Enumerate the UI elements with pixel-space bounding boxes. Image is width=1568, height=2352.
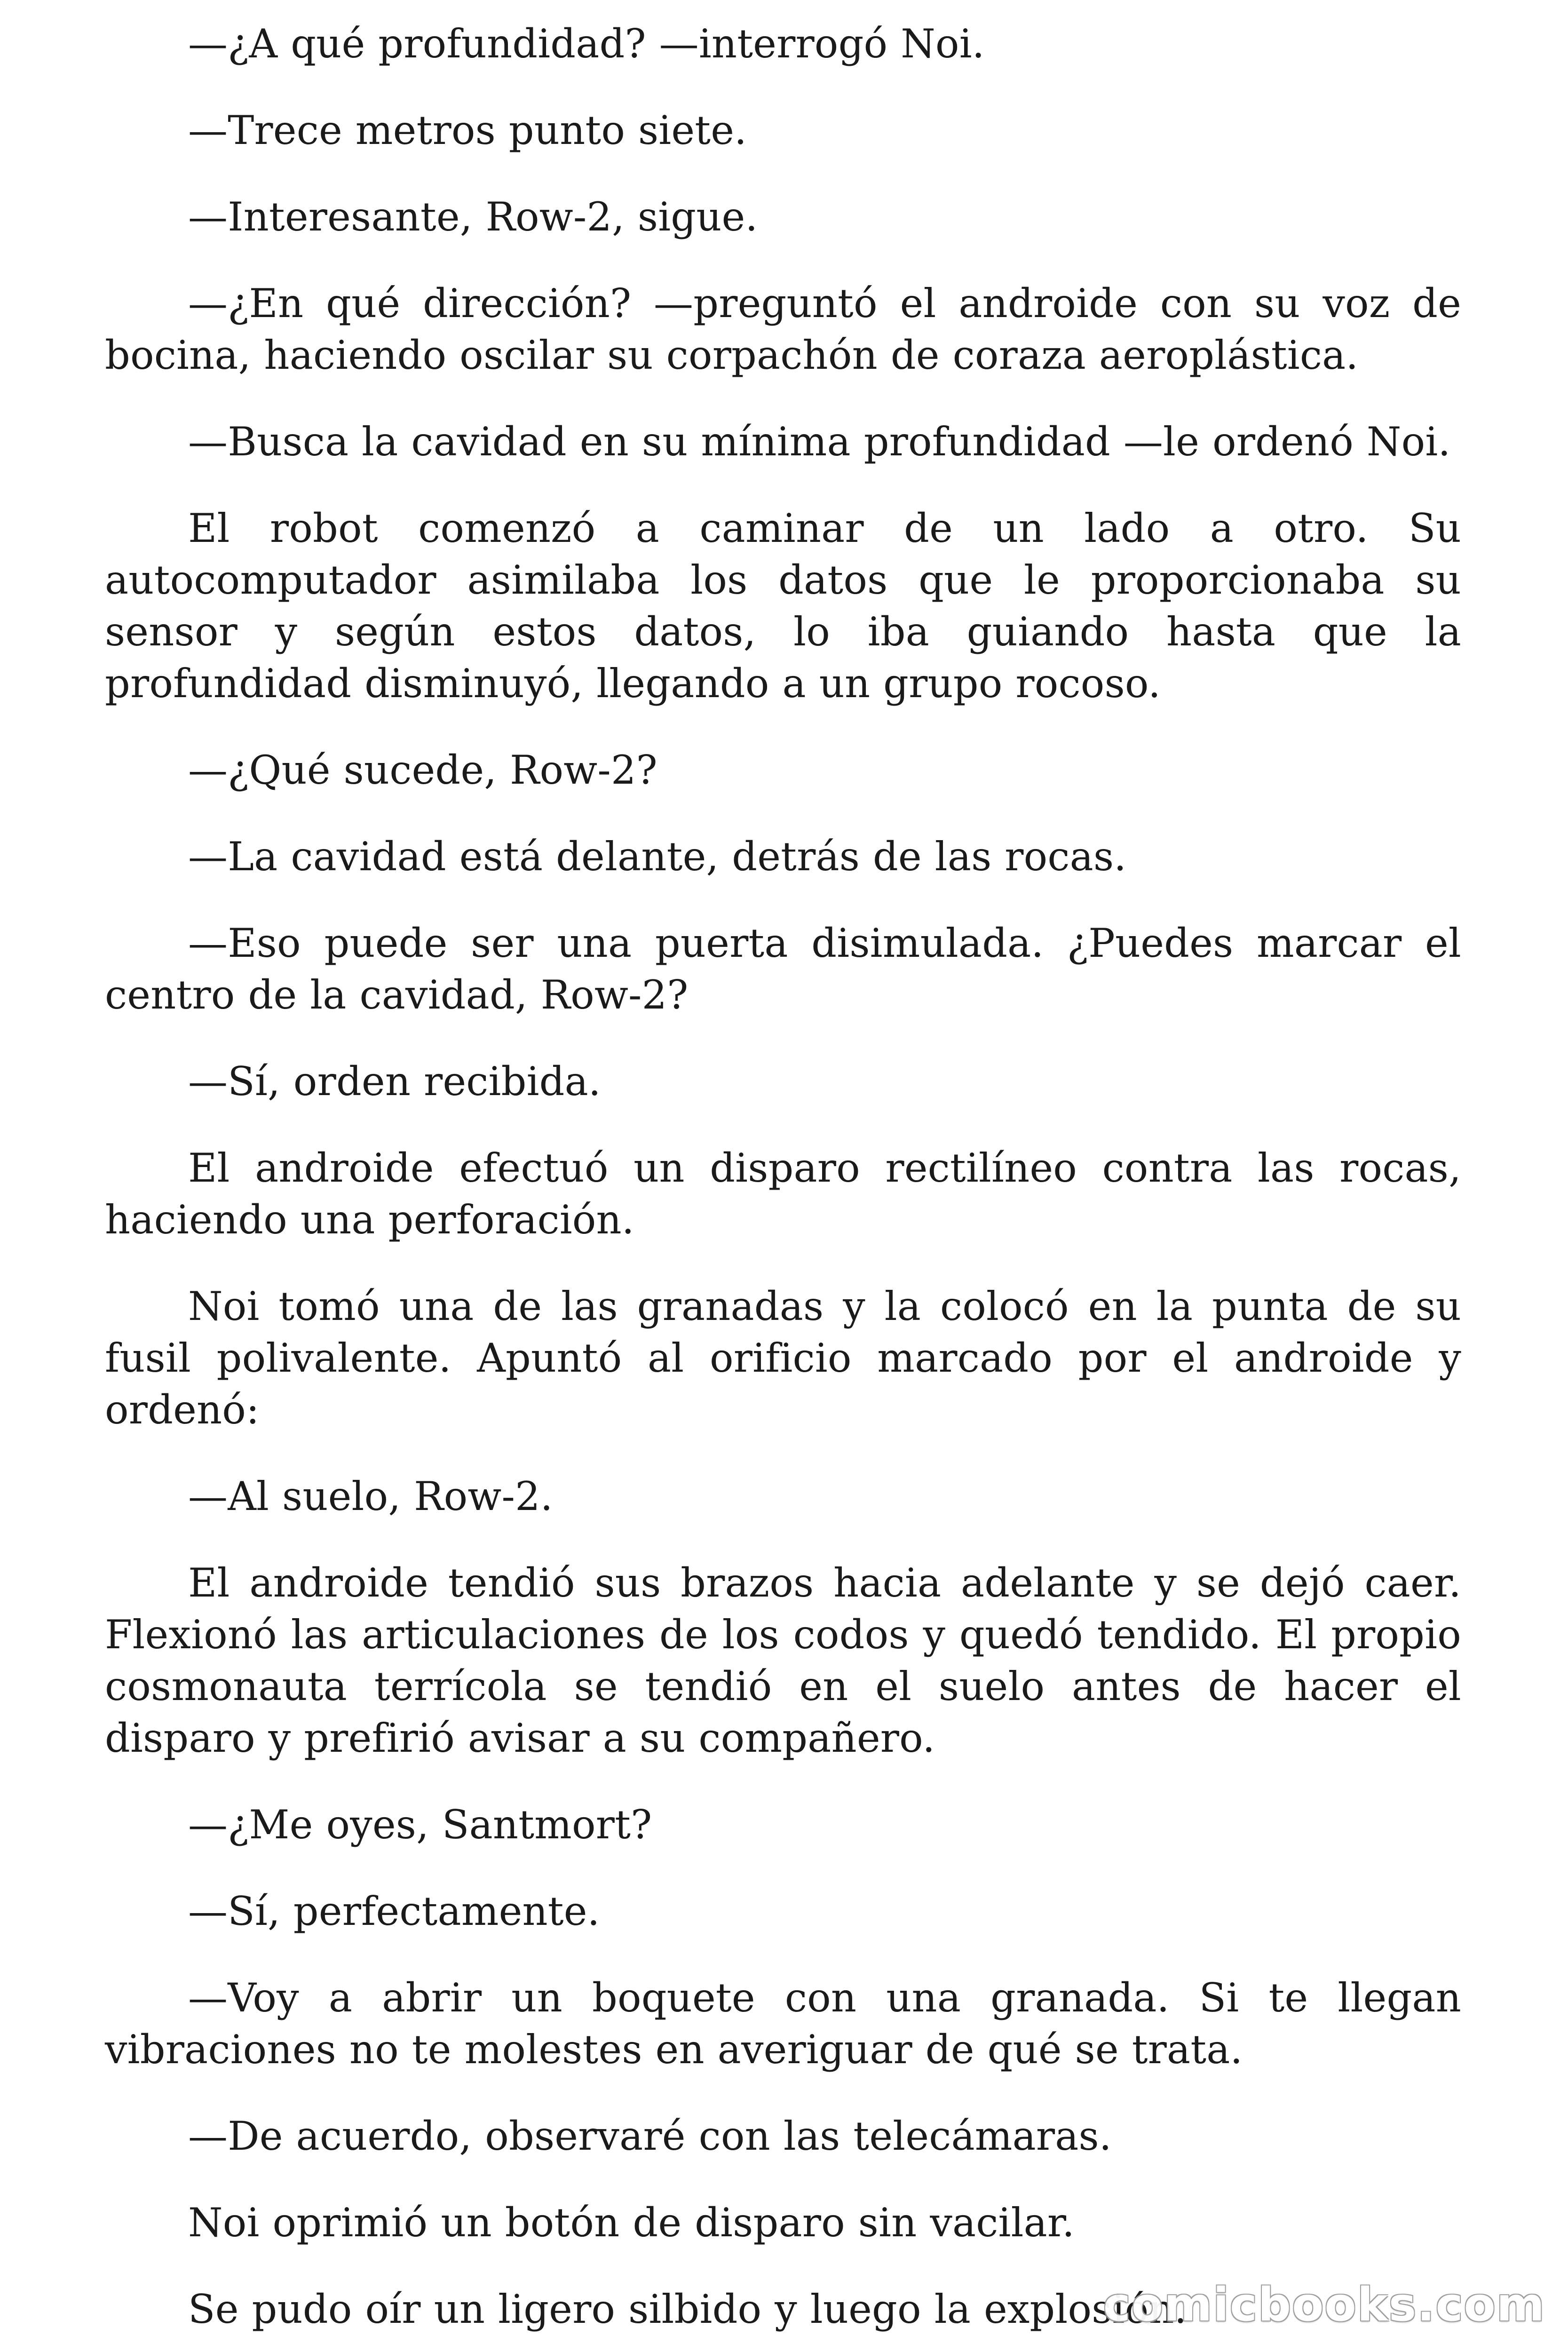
- paragraph-1: —¿A qué profundidad? —interrogó Noi.: [188, 21, 985, 67]
- paragraph-2: —Trece metros punto siete.: [188, 107, 747, 153]
- paragraph-14: El androide tendió sus brazos hacia adelante y se dejó caer. Flexionó las articulaciones de los codos y quedó tendido. El propio cosmonauta terrícola se tendió en el suelo antes de hacer el disparo y prefirió avisar a su compañero.: [105, 1560, 1461, 1761]
- paragraph-4: —¿En qué dirección? —preguntó el androide con su voz de bocina, haciendo oscilar su corpachón de coraza aeroplástica.: [105, 280, 1461, 378]
- paragraph-9: —Eso puede ser una puerta disimulada. ¿Puedes marcar el centro de la cavidad, Row-2?: [105, 920, 1461, 1018]
- paragraph-15: —¿Me oyes, Santmort?: [188, 1802, 652, 1848]
- paragraph-19: Noi oprimió un botón de disparo sin vacilar.: [188, 2200, 1075, 2246]
- paragraph-18: —De acuerdo, observaré con las telecámaras.: [188, 2113, 1112, 2159]
- paragraph-20: Se pudo oír un ligero silbido y luego la explosión.: [188, 2286, 1187, 2332]
- paragraph-13: —Al suelo, Row-2.: [188, 1473, 553, 1519]
- paragraph-17: —Voy a abrir un boquete con una granada. Si te llegan vibraciones no te molestes en averiguar de qué se trata.: [105, 1975, 1461, 2073]
- watermark: comicbooks.com: [1103, 2278, 1545, 2332]
- paragraph-8: —La cavidad está delante, detrás de las rocas.: [188, 834, 1127, 880]
- paragraph-7: —¿Qué sucede, Row-2?: [188, 747, 657, 793]
- paragraph-11: El androide efectuó un disparo rectilíneo contra las rocas, haciendo una perforación.: [105, 1145, 1461, 1243]
- paragraph-6: El robot comenzó a caminar de un lado a otro. Su autocomputador asimilaba los datos que le proporcionaba su sensor y según estos datos, lo iba guiando hasta que la profundidad disminuyó, llegando a un grupo rocoso.: [105, 505, 1461, 707]
- paragraph-16: —Sí, perfectamente.: [188, 1888, 600, 1934]
- paragraph-3: —Interesante, Row-2, sigue.: [188, 194, 758, 240]
- page-text: [105, 18, 1461, 2352]
- paragraph-10: —Sí, orden recibida.: [188, 1058, 601, 1104]
- paragraph-12: Noi tomó una de las granadas y la colocó en la punta de su fusil polivalente. Apuntó al orificio marcado por el androide y ordenó:: [105, 1283, 1461, 1433]
- paragraph-5: —Busca la cavidad en su mínima profundidad —le ordenó Noi.: [188, 419, 1451, 465]
